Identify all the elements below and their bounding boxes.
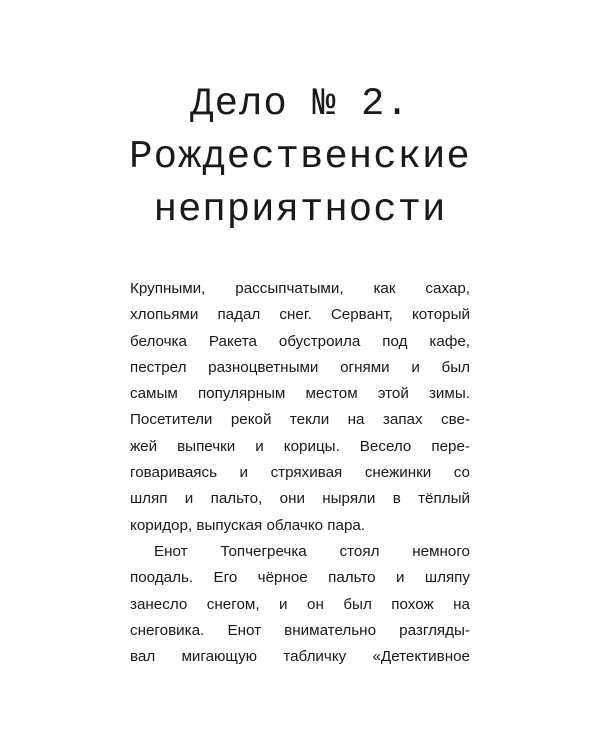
text-line: поодаль. Его чёрное пальто и шляпу — [130, 569, 470, 587]
text-line: коридор, выпуская облачко пара. — [130, 516, 366, 534]
text-line: жей выпечки и корицы. Весело пере- — [130, 437, 470, 455]
text-line: шляп и пальто, они ныряли в тёплый — [130, 490, 470, 508]
chapter-body-text — [130, 276, 470, 670]
text-line: Крупными, рассыпчатыми, как сахар, — [130, 280, 470, 297]
text-line: занесло снегом, и он был похож на — [130, 595, 470, 613]
text-line: говариваясь и стряхивая снежинки со — [130, 464, 470, 482]
chapter-title-line: Дело № 2. — [190, 82, 410, 126]
text-line: белочка Ракета обустроила под кафе, — [130, 332, 470, 350]
text-line: Енот Топчегречка стоял немного — [154, 542, 470, 560]
text-line: Посетители рекой текли на запах све- — [130, 411, 470, 429]
text-line: снеговика. Енот внимательно разгляды- — [130, 621, 470, 639]
text-line: хлопьями падал снег. Сервант, который — [130, 306, 470, 324]
text-line: пестрел разноцветными огнями и был — [130, 358, 470, 376]
chapter-title-line: неприятности — [153, 188, 447, 232]
text-line: самым популярным местом этой зимы. — [130, 385, 470, 403]
chapter-title-line: Рождественские — [129, 135, 471, 179]
text-line: вал мигающую табличку «Детективное — [130, 648, 470, 666]
chapter-title — [0, 78, 600, 237]
